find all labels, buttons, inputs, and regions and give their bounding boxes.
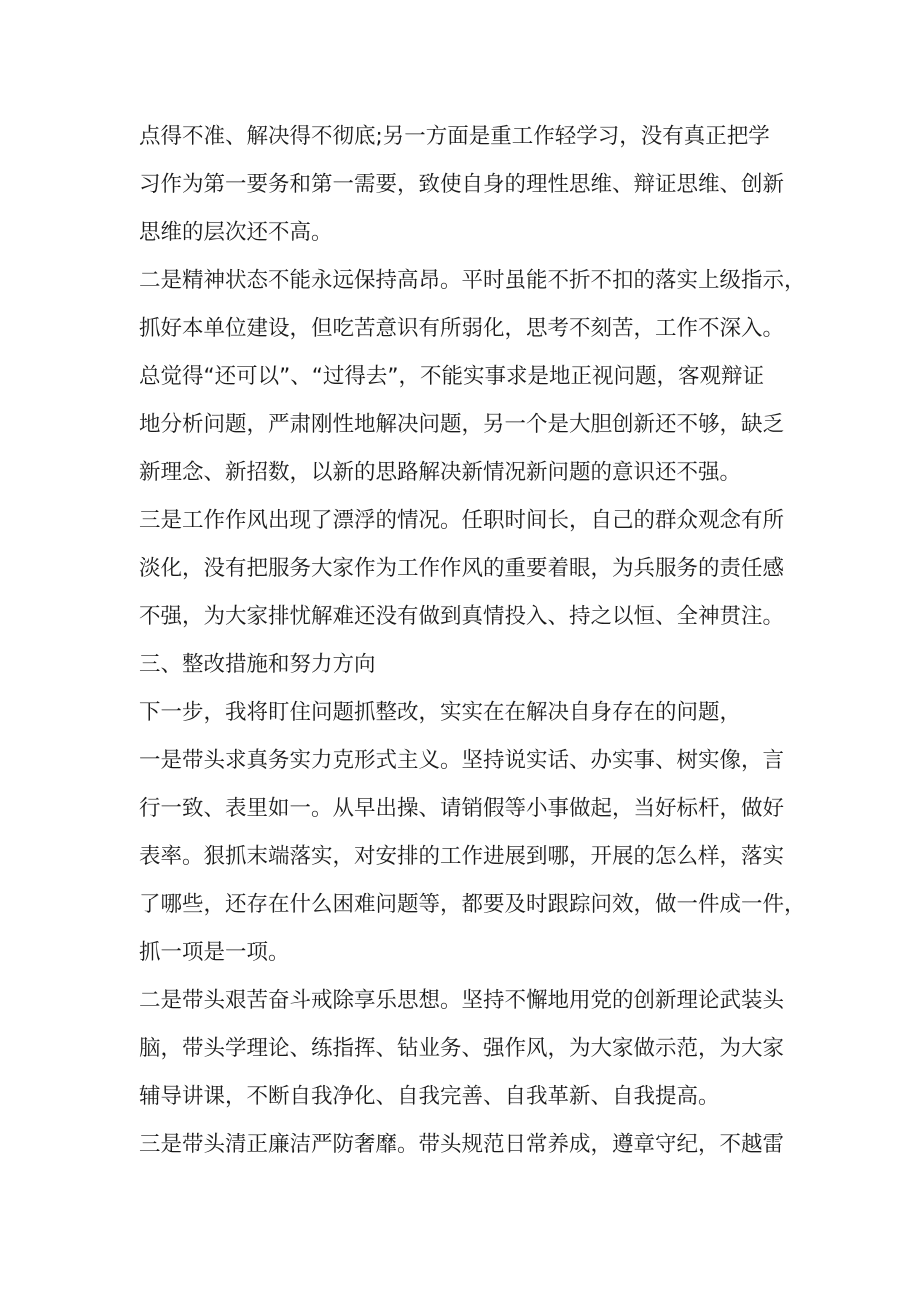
text-line: 三是带头清正廉洁严防奢靡。带头规范日常养成，遵章守纪，不越雷: [139, 1132, 785, 1157]
text-line: 一是带头求真务实力克形式主义。坚持说实话、办实事、树实像，言: [139, 748, 785, 773]
text-line: 不强，为大家排忧解难还没有做到真情投入、持之以恒、全神贯注。: [139, 604, 785, 629]
text-line: 二是带头艰苦奋斗戒除享乐思想。坚持不懈地用党的创新理论武装头: [139, 988, 785, 1013]
text-line: 新理念、新招数，以新的思路解决新情况新问题的意识还不强。: [139, 460, 742, 485]
text-line: 地分析问题，严肃刚性地解决问题，另一个是大胆创新还不够，缺乏: [139, 412, 785, 437]
text-line: 脑，带头学理论、练指挥、钻业务、强作风，为大家做示范，为大家: [139, 1036, 785, 1061]
document-body: [139, 113, 806, 1169]
section-heading: 三、整改措施和努力方向: [139, 652, 376, 677]
text-line: 总觉得“还可以”、“过得去”，不能实事求是地正视问题，客观辩证: [139, 364, 765, 389]
text-line: 习作为第一要务和第一需要，致使自身的理性思维、辩证思维、创新: [139, 172, 785, 197]
text-line: 了哪些，还存在什么困难问题等，都要及时跟踪问效，做一件成一件，: [139, 892, 806, 917]
text-line: 行一致、表里如一。从早出操、请销假等小事做起，当好标杆，做好: [139, 796, 785, 821]
text-line: 辅导讲课，不断自我净化、自我完善、自我革新、自我提高。: [139, 1084, 720, 1109]
text-line: 抓一项是一项。: [139, 940, 290, 965]
text-line: 淡化，没有把服务大家作为工作作风的重要着眼，为兵服务的责任感: [139, 556, 785, 581]
text-line: 抓好本单位建设，但吃苦意识有所弱化，思考不刻苦，工作不深入。: [139, 316, 785, 341]
text-line: 点得不准、解决得不彻底;另一方面是重工作轻学习，没有真正把学: [139, 124, 770, 149]
text-line: 表率。狠抓末端落实，对安排的工作进展到哪，开展的怎么样，落实: [139, 844, 785, 869]
text-line: 三是工作作风出现了漂浮的情况。任职时间长，自己的群众观念有所: [139, 508, 785, 533]
text-line: 思维的层次还不高。: [139, 220, 333, 245]
text-line: 下一步，我将盯住问题抓整改，实实在在解决自身存在的问题，: [139, 700, 742, 725]
text-line: 二是精神状态不能永远保持高昂。平时虽能不折不扣的落实上级指示，: [139, 268, 806, 293]
